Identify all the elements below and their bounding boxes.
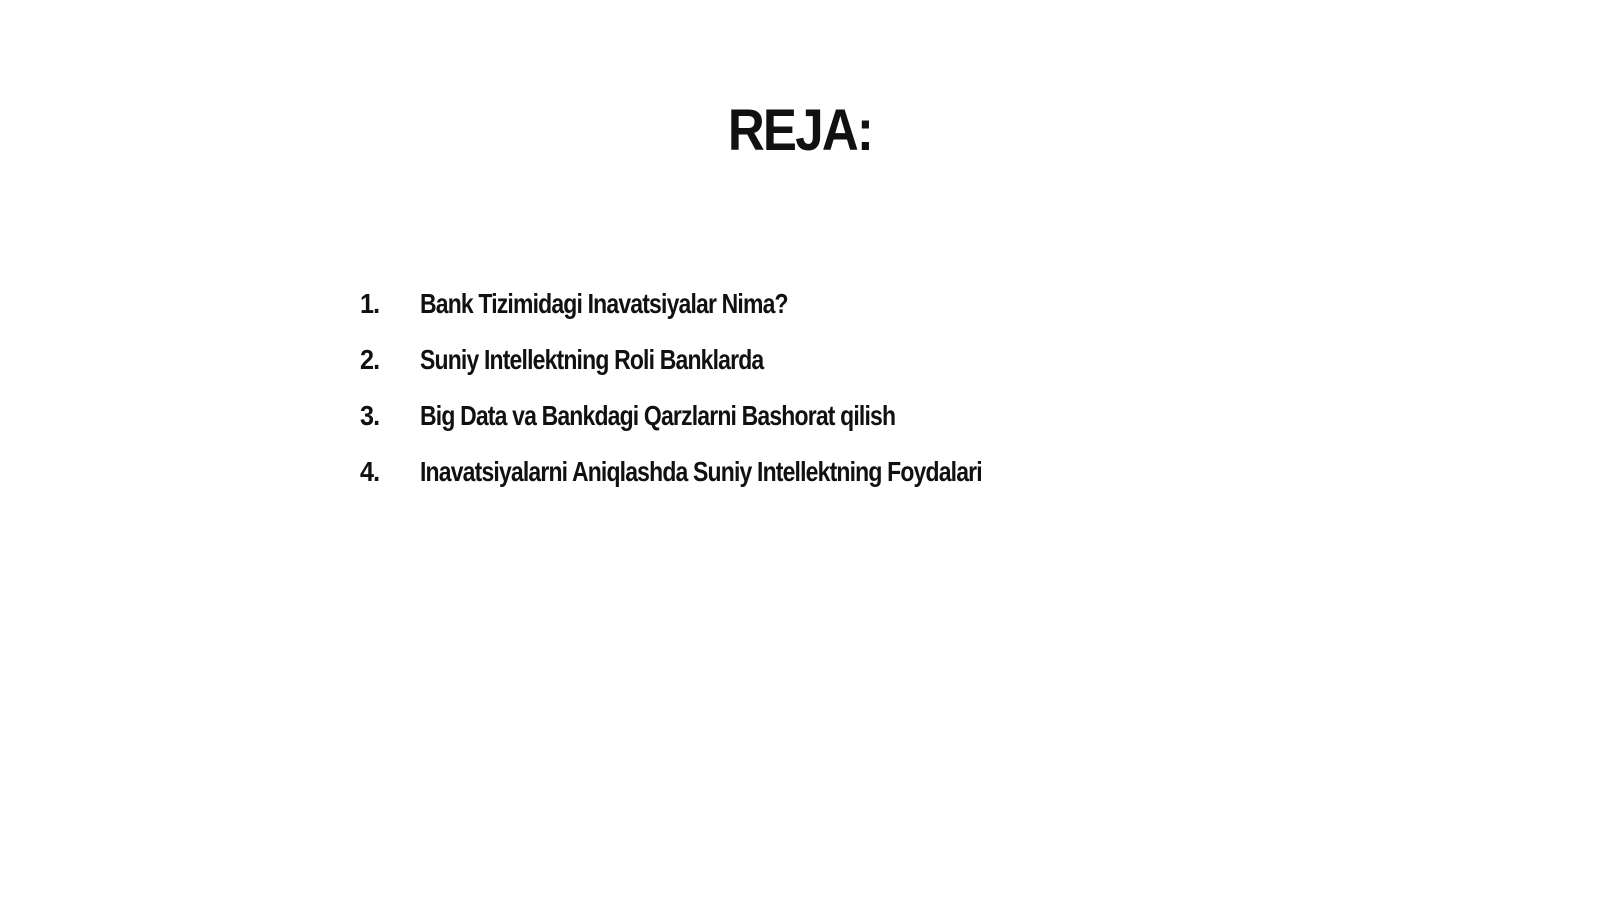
list-item-text: Big Data va Bankdagi Qarzlarni Bashorat qilish: [420, 400, 896, 431]
list-item-number: 4.: [360, 456, 380, 487]
list-item: [360, 344, 1105, 400]
slide-title: REJA:: [727, 98, 873, 163]
list-item-number: 2.: [360, 344, 380, 375]
list-item-text: Bank Tizimidagi Inavatsiyalar Nima?: [420, 288, 788, 319]
list-item: [360, 288, 1105, 344]
plan-list: [360, 288, 1105, 512]
list-item-number: 3.: [360, 400, 380, 431]
list-item: [360, 456, 1105, 512]
list-item-text: Inavatsiyalarni Aniqlashda Suniy Intellektning Foydalari: [420, 456, 982, 487]
list-item: [360, 400, 1105, 456]
list-item-number: 1.: [360, 288, 380, 319]
list-item-text: Suniy Intellektning Roli Banklarda: [420, 344, 764, 375]
